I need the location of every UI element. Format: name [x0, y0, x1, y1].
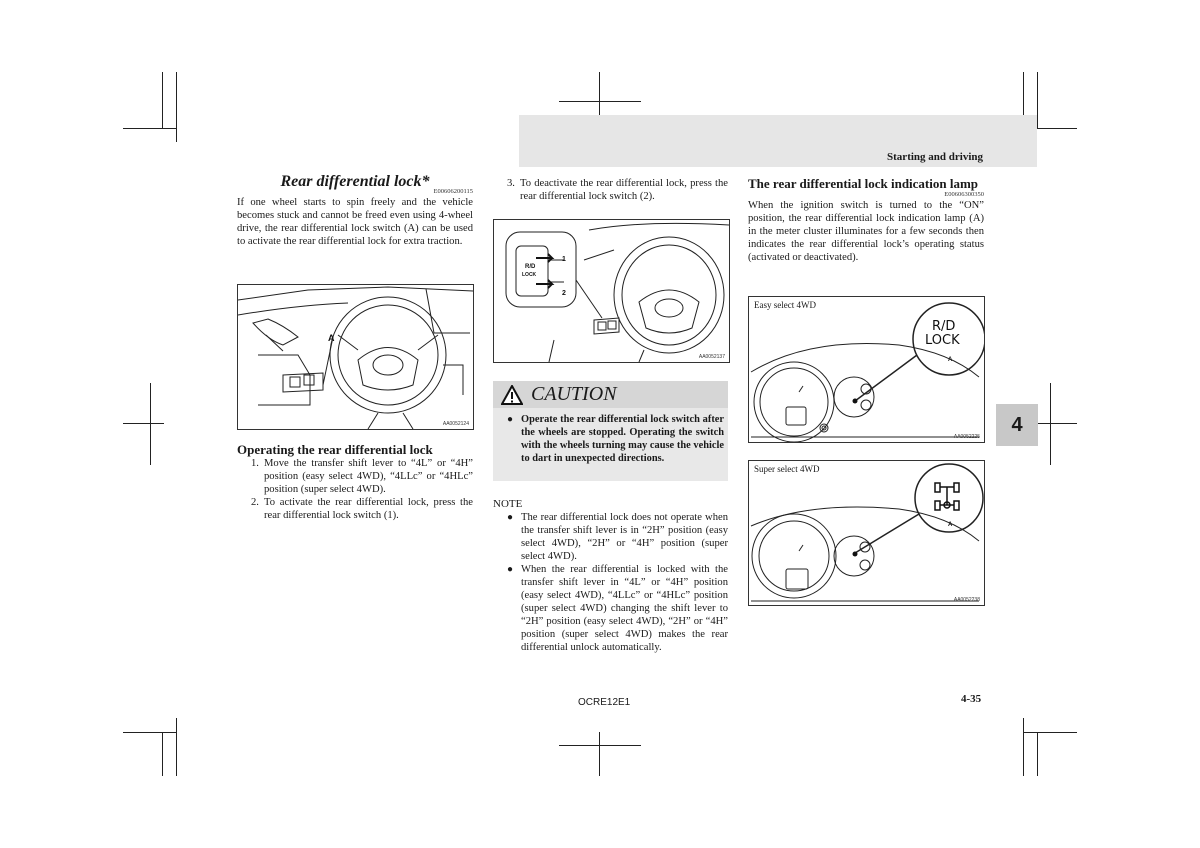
crop-mark — [1037, 72, 1038, 128]
meter-cluster-illustration — [749, 461, 984, 605]
lamp-label-rd: R/D — [932, 319, 956, 334]
subheading: Operating the rear differential lock — [237, 442, 433, 457]
callout-a: A — [948, 522, 953, 528]
crop-mark — [559, 101, 641, 102]
crop-mark — [123, 423, 164, 424]
list-item: 2. To activate the rear differential lock, press the rear differential lock switch (1). — [251, 497, 473, 521]
easy-select-figure — [748, 296, 985, 443]
dashboard-illustration — [238, 285, 473, 429]
bullet-icon: ● — [507, 414, 514, 425]
switch-figure — [493, 219, 730, 363]
left-column-lower — [237, 442, 473, 522]
figure-caption: Easy select 4WD — [754, 300, 816, 310]
crop-mark — [162, 732, 163, 776]
crop-mark — [123, 732, 177, 733]
note-block — [493, 498, 728, 654]
page-number: 4-35 — [961, 693, 982, 705]
crop-mark — [176, 718, 177, 776]
4wd-lock-icon — [935, 483, 959, 510]
doc-code: E00606200115 — [433, 188, 473, 195]
section-heading: The rear differential lock indication lamp — [748, 176, 979, 191]
meter-cluster-illustration — [749, 297, 984, 442]
crop-mark — [1050, 383, 1051, 465]
figure-code: AA0052238 — [953, 597, 980, 603]
callout-2: 2 — [562, 290, 566, 297]
crop-mark — [1037, 732, 1038, 776]
figure-code: AA0052225 — [953, 434, 980, 440]
middle-column — [493, 177, 728, 203]
steps-list — [493, 177, 728, 203]
list-item: 3. To deactivate the rear differential lock, press the rear differential lock switch (2). — [507, 178, 728, 202]
section-title: Starting and driving — [887, 151, 983, 163]
right-column — [748, 176, 984, 264]
steps-list — [237, 457, 473, 522]
switch-illustration — [494, 220, 729, 362]
super-select-figure — [748, 460, 985, 606]
caution-title: CAUTION — [531, 383, 617, 405]
crop-mark — [150, 383, 151, 465]
bullet-icon: ● — [507, 564, 514, 575]
note-label: NOTE — [493, 498, 523, 510]
doc-code: E00606300350 — [944, 191, 984, 198]
crop-mark — [599, 732, 600, 776]
caution-body — [493, 408, 728, 481]
callout-a: A — [948, 357, 953, 363]
figure-code: AA0052124 — [442, 421, 469, 427]
figure-caption: Super select 4WD — [754, 464, 820, 474]
note-item: ● The rear differential lock does not operate when the transfer shift lever is in “2H” position (easy select 4WD), “2H” or “4H” position (super select 4WD). — [507, 512, 728, 562]
crop-mark — [123, 128, 177, 129]
caution-item: ● Operate the rear differential lock switch after the wheels are stopped. Operating the switch with the wheels turning may cause the vehicle to dart in unexpected directions. — [507, 414, 724, 464]
body-paragraph: When the ignition switch is turned to the “ON” position, the rear differential lock indication lamp (A) in the meter cluster illuminates for a few seconds then indicates the rear differential lock’s operating status (activated or deactivated). — [748, 200, 984, 263]
list-item: 1. Move the transfer shift lever to “4L” or “4H” position (easy select 4WD), “4LLc” or “4HLc” position (super select 4WD). — [251, 458, 473, 495]
crop-mark — [176, 72, 177, 142]
section-heading: Rear differential lock* — [280, 173, 430, 190]
switch-label-rd: R/D — [525, 264, 536, 270]
caution-header — [493, 381, 728, 408]
lamp-label-lock: LOCK — [925, 333, 960, 348]
left-column — [237, 175, 473, 248]
dashboard-figure — [237, 284, 474, 430]
callout-a: A — [328, 333, 335, 343]
crop-mark — [559, 745, 641, 746]
bullet-icon: ● — [507, 512, 514, 523]
crop-mark — [162, 72, 163, 128]
warning-triangle-icon — [501, 385, 523, 405]
callout-1: 1 — [562, 256, 566, 263]
crop-mark — [1023, 732, 1077, 733]
chapter-tab: 4 — [996, 404, 1038, 446]
figure-code: AA0052137 — [698, 354, 725, 360]
intro-paragraph: If one wheel starts to spin freely and the vehicle becomes stuck and cannot be freed even using 4-wheel drive, the rear differential lock switch (A) can be used to activate the rear differential lock for extra traction. — [237, 197, 473, 247]
crop-mark — [1023, 718, 1024, 776]
footer-doc-code: OCRE12E1 — [578, 697, 631, 708]
crop-mark — [1036, 423, 1077, 424]
note-item: ● When the rear differential is locked with the transfer shift lever in “4L” or “4H” position (easy select 4WD), “4LLc” or “4HLc” position (super select 4WD) changing the shift lever to “2H” position (easy select 4WD), “2H” or “4H” position (super select 4WD) makes the rear differential unlock automatically. — [507, 564, 728, 653]
switch-label-lock: LOCK — [522, 272, 537, 278]
